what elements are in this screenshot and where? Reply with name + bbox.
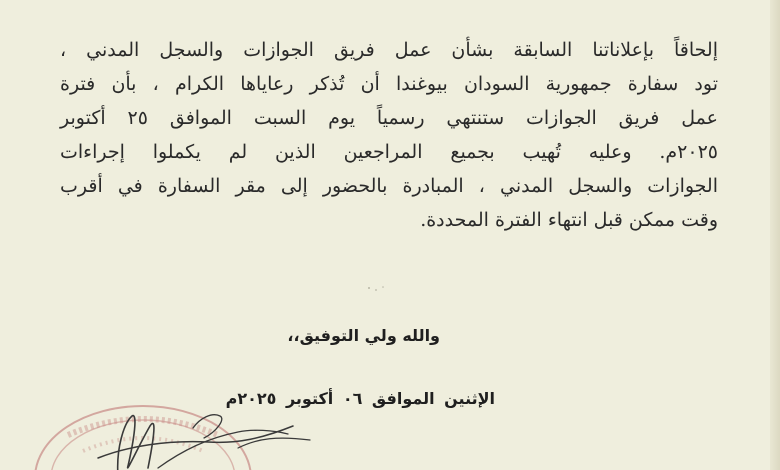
body-line-4: ٢٠٢٥م. وعليه تُهيب بجميع المراجعين الذين لم يكملوا إجراءات	[60, 141, 718, 163]
ink-dots	[355, 283, 395, 295]
page-edge	[770, 0, 780, 470]
handwritten-signature	[88, 388, 328, 470]
body-line-2: تود سفارة جمهورية السودان بيوغندا أن تُذكر رعاياها الكرام ، بأن فترة	[60, 73, 718, 95]
closing-phrase: والله ولي التوفيق،،	[287, 326, 440, 345]
body-line-6: وقت ممكن قبل انتهاء الفترة المحددة.	[420, 209, 718, 231]
body-line-5: الجوازات والسجل المدني ، المبادرة بالحضور إلى مقر السفارة في أقرب	[60, 175, 718, 197]
body-line-1: إلحاقاً بإعلاناتنا السابقة بشأن عمل فريق الجوازات والسجل المدني ،	[60, 39, 718, 61]
document-date: الإثنين الموافق ٠٦ أكتوبر ٢٠٢٥م	[225, 389, 495, 408]
body-line-3: عمل فريق الجوازات ستنتهي رسمياً يوم السبت الموافق ٢٥ أكتوبر	[60, 107, 718, 129]
announcement-body	[60, 33, 718, 237]
